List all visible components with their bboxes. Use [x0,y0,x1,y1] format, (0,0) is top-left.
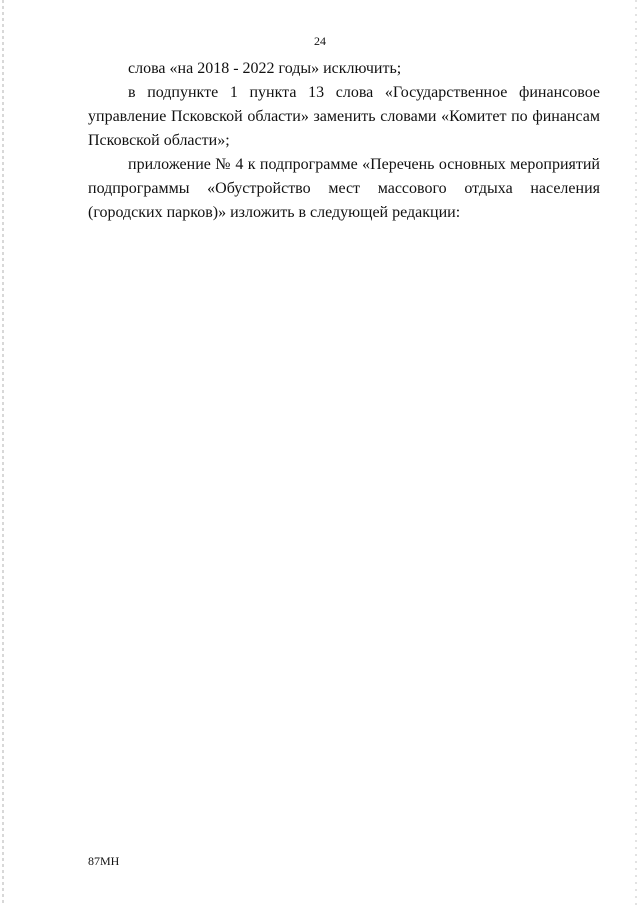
document-code: 87МН [88,854,120,868]
paragraph: в подпункте 1 пункта 13 слова «Государственное финансовое управление Псковской области» заменить словами «Комитет по финансам Псковской области»; [88,84,600,149]
document-body [88,57,600,225]
scan-edge-left [2,0,4,905]
page-number: 24 [314,34,326,48]
paragraph: приложение № 4 к подпрограмме «Перечень основных мероприятий подпрограммы «Обустройство мест массового отдыха населения (городских парков)» изложить в следующей редакции: [88,156,600,221]
paragraph: слова «на 2018 - 2022 годы» исключить; [128,60,402,77]
scan-edge-right [635,0,637,905]
